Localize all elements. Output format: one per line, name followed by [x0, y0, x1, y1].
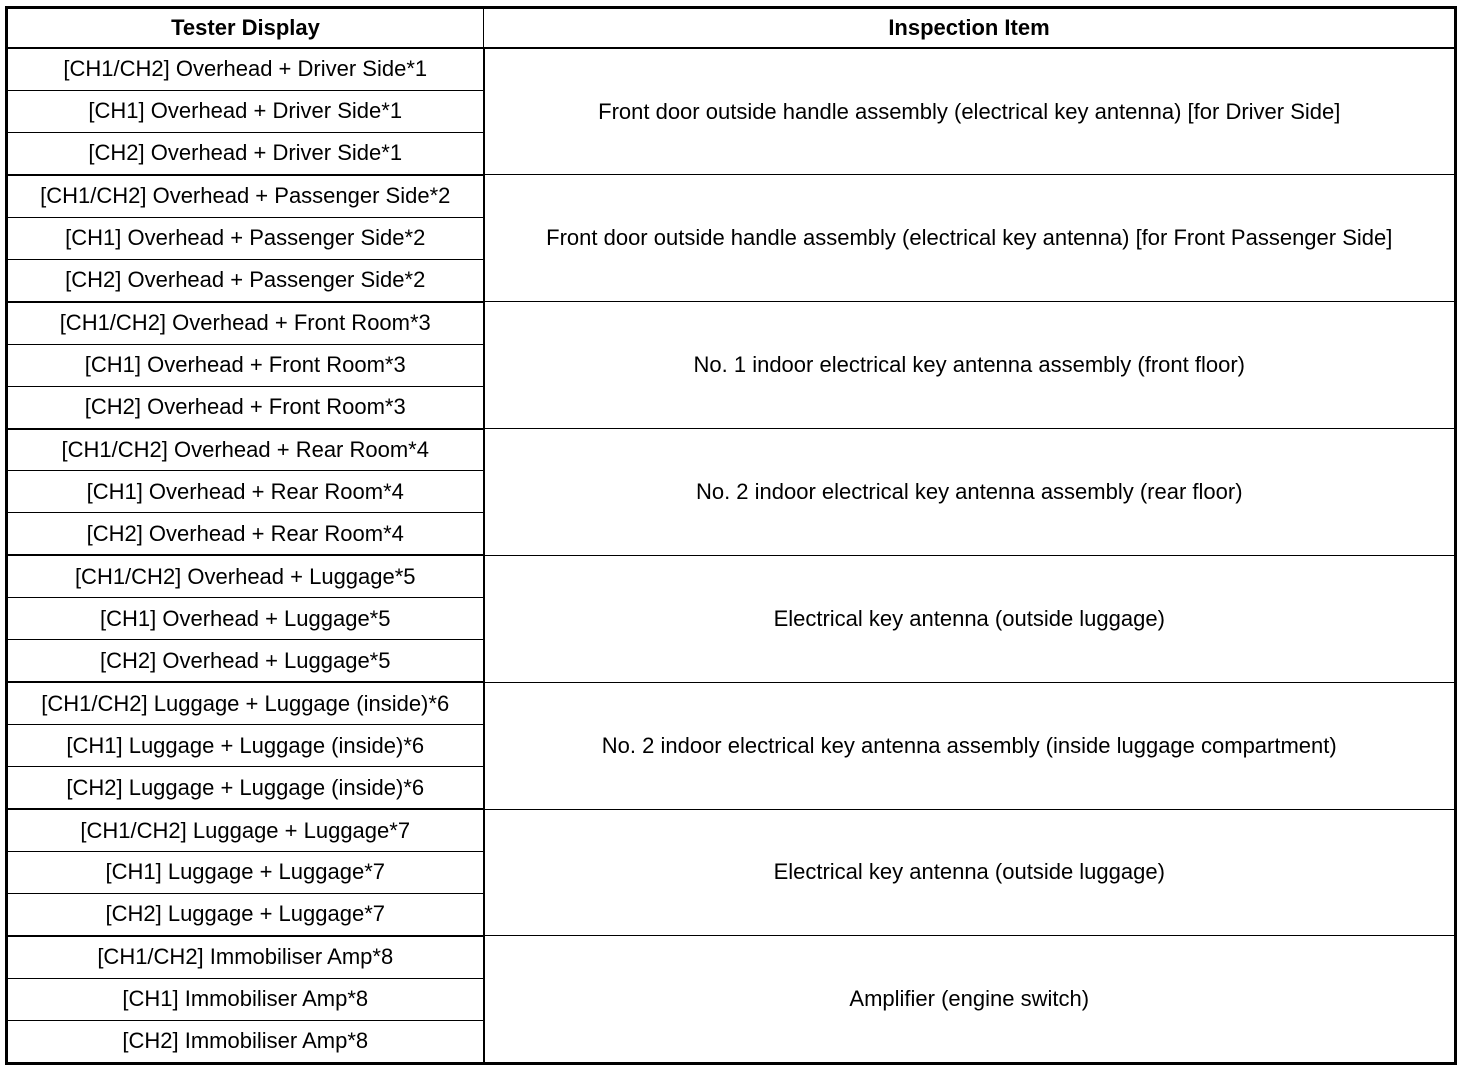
tester-display-cell: [CH1/CH2] Overhead + Driver Side*1 [7, 48, 484, 90]
tester-display-cell: [CH1/CH2] Luggage + Luggage*7 [7, 809, 484, 851]
inspection-item-cell: No. 1 indoor electrical key antenna assembly (front floor) [484, 302, 1456, 429]
inspection-item-cell: Amplifier (engine switch) [484, 936, 1456, 1064]
inspection-item-cell: No. 2 indoor electrical key antenna assembly (rear floor) [484, 429, 1456, 556]
tester-display-cell: [CH2] Immobiliser Amp*8 [7, 1020, 484, 1063]
table-row [7, 302, 1456, 344]
header-inspection-item: Inspection Item [484, 8, 1456, 49]
table-row [7, 682, 1456, 724]
tester-display-cell: [CH1] Overhead + Rear Room*4 [7, 471, 484, 513]
tester-display-cell: [CH1/CH2] Overhead + Front Room*3 [7, 302, 484, 344]
tester-display-cell: [CH1/CH2] Overhead + Rear Room*4 [7, 429, 484, 471]
tester-display-cell: [CH1/CH2] Luggage + Luggage (inside)*6 [7, 682, 484, 724]
table-row [7, 175, 1456, 217]
tester-display-cell: [CH1/CH2] Overhead + Luggage*5 [7, 555, 484, 597]
tester-display-cell: [CH2] Overhead + Luggage*5 [7, 640, 484, 682]
table-row [7, 936, 1456, 978]
table-row [7, 809, 1456, 851]
header-tester-display: Tester Display [7, 8, 484, 49]
tester-display-cell: [CH1] Overhead + Luggage*5 [7, 598, 484, 640]
tester-display-cell: [CH2] Overhead + Driver Side*1 [7, 132, 484, 174]
tester-display-cell: [CH1/CH2] Overhead + Passenger Side*2 [7, 175, 484, 217]
inspection-item-cell: Front door outside handle assembly (electrical key antenna) [for Front Passenger Side] [484, 175, 1456, 302]
header-row [7, 8, 1456, 49]
inspection-item-cell: Front door outside handle assembly (electrical key antenna) [for Driver Side] [484, 48, 1456, 175]
inspection-item-cell: Electrical key antenna (outside luggage) [484, 809, 1456, 936]
table-row [7, 429, 1456, 471]
tester-display-cell: [CH1/CH2] Immobiliser Amp*8 [7, 936, 484, 978]
inspection-item-cell: No. 2 indoor electrical key antenna assembly (inside luggage compartment) [484, 682, 1456, 809]
inspection-item-cell: Electrical key antenna (outside luggage) [484, 555, 1456, 682]
tester-display-cell: [CH1] Luggage + Luggage (inside)*6 [7, 725, 484, 767]
tester-display-cell: [CH1] Overhead + Driver Side*1 [7, 90, 484, 132]
table-row [7, 555, 1456, 597]
tester-display-cell: [CH2] Overhead + Rear Room*4 [7, 513, 484, 555]
tester-display-cell: [CH2] Overhead + Front Room*3 [7, 386, 484, 428]
tester-display-cell: [CH1] Immobiliser Amp*8 [7, 978, 484, 1020]
tester-display-cell: [CH1] Overhead + Front Room*3 [7, 344, 484, 386]
inspection-table [5, 6, 1457, 1065]
tester-display-cell: [CH1] Luggage + Luggage*7 [7, 852, 484, 894]
table-row [7, 48, 1456, 90]
tester-display-cell: [CH2] Luggage + Luggage (inside)*6 [7, 767, 484, 809]
tester-display-cell: [CH1] Overhead + Passenger Side*2 [7, 217, 484, 259]
tester-display-cell: [CH2] Luggage + Luggage*7 [7, 893, 484, 935]
tester-display-cell: [CH2] Overhead + Passenger Side*2 [7, 259, 484, 301]
